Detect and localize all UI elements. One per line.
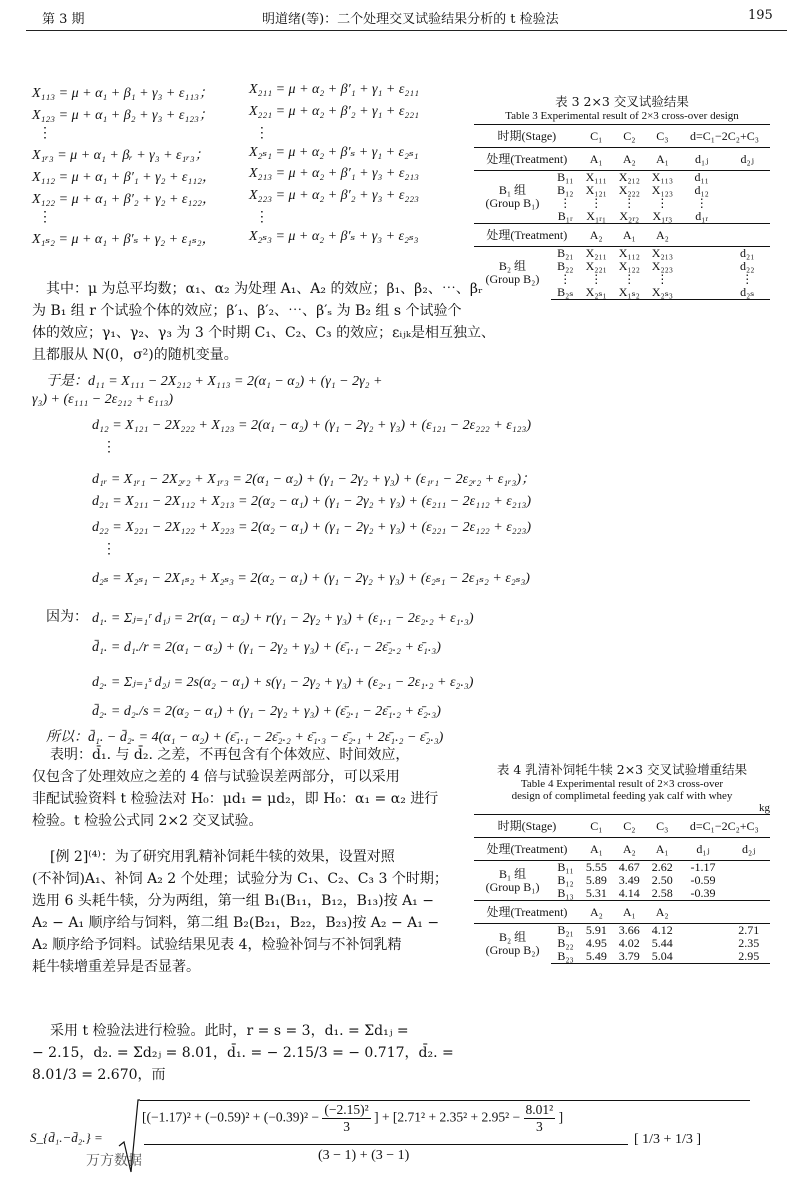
table-cell: X₁₁₃ [646, 171, 679, 185]
table-cell: ⋮ [623, 196, 636, 210]
model-equation: X₁ₛ₂ = μ + α₁ + β′ₛ + γ₂ + ε₁ₛ₂， [32, 232, 216, 247]
table-cell: 5.89 [585, 873, 607, 887]
text-line: A₂ 顺序给予饲料。试验结果见表 4，检验补饲与不补饲乳精 [32, 937, 402, 953]
table-cell: X₂₂₃ [651, 259, 673, 273]
table-cell: ⋮ [656, 196, 669, 210]
table-cell: A₂ [580, 901, 613, 924]
table-3 [474, 92, 770, 300]
table-cell: B₂ₛ [551, 286, 580, 300]
table-4-caption-en: design of complimetal feeding yak calf with whey [511, 790, 733, 802]
table-cell: B₂₃ [551, 950, 580, 964]
table-cell: ⋮ [623, 272, 636, 286]
table-row [474, 125, 770, 148]
group-label: B₂ 组 [498, 259, 527, 274]
text-line: 非配试验资料 t 检验法对 H₀：μd₁ = μd₂，即 H₀：α₁ = α₂ 进行 [32, 791, 439, 807]
table-cell [727, 887, 770, 901]
group-label: (Group B₁) [485, 879, 540, 894]
table-row [474, 815, 770, 838]
table-cell: A₂ [646, 901, 679, 924]
model-equation-row [32, 82, 462, 104]
formula-denominator: (3 − 1) + (3 − 1) [318, 1148, 410, 1163]
table-cell: A₁ [646, 838, 679, 861]
table-cell: d₁ᵣ [695, 209, 709, 223]
table-cell: -1.17 [679, 861, 728, 875]
model-equation: ⋮ [254, 125, 269, 141]
table-cell: X₁₂₁ [585, 183, 607, 197]
table-cell: C₁ [580, 125, 613, 148]
table-cell: ⋮ [559, 196, 572, 210]
group-label: (Group B₂) [485, 272, 540, 287]
text-line: 采用 t 检验法进行检验。此时，r = s = 3，d₁. = Σd₁ⱼ = [50, 1023, 409, 1039]
table-cell: d=C₁−2C₂+C₃ [679, 125, 770, 148]
table-cell [679, 273, 725, 286]
because-label: 因为： [46, 609, 88, 625]
running-title: 明道绪(等)：二个处理交叉试验结果分析的 t 检验法 [262, 12, 559, 27]
text-line: 仅包含了处理效应之差的 4 倍与试验误差两部分，可以采用 [32, 769, 400, 785]
table-cell: A₁ [580, 148, 613, 171]
table-cell [727, 861, 770, 875]
table-cell [724, 210, 770, 224]
table-cell: B₁₁ [551, 171, 580, 185]
text-line: 其中：μ 为总平均数；α₁、α₂ 为处理 A₁、A₂ 的效应；β₁、β₂、⋯、βᵣ [46, 281, 483, 297]
table-cell: B₂₂ [557, 259, 574, 273]
table-cell [679, 901, 728, 924]
example-paragraph [32, 846, 448, 978]
table-cell: 5.31 [585, 886, 607, 900]
table-cell [474, 924, 551, 964]
table-cell: X₂ₛ₁ [580, 286, 613, 300]
table-cell: 4.67 [613, 861, 646, 875]
model-equation-row [32, 104, 462, 126]
because-eq3: d₂. = Σⱼ₌₁ˢ d₂ⱼ = 2s(α₂ − α₁) + s(γ₁ − 2γ₂ + γ₃) + (ε₂.₁ − 2ε₁.₂ + ε₂.₃) [92, 675, 474, 690]
table-cell [727, 901, 770, 924]
table-cell [724, 197, 770, 210]
text-line: 8.01/3 = 2.670，而 [32, 1067, 166, 1083]
table-cell: B₁₂ [557, 183, 574, 197]
vdots: ⋮ [102, 439, 116, 455]
table-row [474, 924, 770, 938]
model-equation: X₁₁₃ = μ + α₁ + β₁ + γ₃ + ε₁₁₃； [32, 86, 213, 101]
table-cell: X₂ₛ₃ [646, 286, 679, 300]
table-cell: ⋮ [695, 196, 708, 210]
text-line: [例 2]⁽⁴⁾：为了研究用乳精补饲耗牛犊的效果，设置对照 [50, 849, 395, 865]
text-line: (不补饲)A₁、补饲 A₂ 2 个处理；试验分为 C₁、C₂、C₃ 3 个时期； [32, 871, 448, 887]
table-cell [679, 924, 728, 938]
table-row [474, 861, 770, 875]
text-line: 为 B₁ 组 r 个试验个体的效应；β′₁、β′₂、⋯、β′ₛ 为 B₂ 组 s 个试验个 [32, 303, 462, 319]
table-cell [724, 184, 770, 197]
model-equation-row [32, 126, 462, 144]
table-cell [679, 224, 725, 247]
table-cell: d₂ⱼ [724, 148, 770, 171]
table-cell: -0.59 [690, 873, 716, 887]
table-cell: 5.49 [580, 950, 613, 964]
table-cell: d₂ⱼ [727, 838, 770, 861]
table-cell: X₁₂₃ [651, 183, 673, 197]
table-4-caption-cn: 表 4 乳清补饲牦牛犊 2×3 交叉试验增重结果 [496, 762, 748, 777]
text-line: 检验。t 检验公式同 2×2 交叉试验。 [32, 813, 263, 829]
model-equation-row [32, 228, 462, 250]
table-row [474, 171, 770, 185]
table-cell: B₁₁ [551, 861, 580, 875]
group-label: B₁ 组 [498, 866, 527, 881]
table-cell: 处理(Treatment) [474, 148, 580, 171]
d-eq-line3: d₁ᵣ = X₁ᵣ₁ − 2X₂ᵣ₂ + X₁ᵣ₃ = 2(α₁ − α₂) + (γ₁ − 2γ₂ + γ₃) + (ε₁ᵣ₁ − 2ε₂ᵣ₂ + ε₁ᵣ₃)； [92, 472, 536, 487]
table-cell: C₂ [613, 125, 646, 148]
d-eq-line5: d₂₂ = X₂₂₁ − 2X₁₂₂ + X₂₂₃ = 2(α₂ − α₁) + (γ₁ − 2γ₂ + γ₃) + (ε₂₂₁ − 2ε₁₂₂ + ε₂₂₃) [92, 520, 532, 535]
table-cell: A₁ [613, 901, 646, 924]
table-cell: ⋮ [559, 272, 572, 286]
because-eq4: d̄₂. = d₂./s = 2(α₂ − α₁) + (γ₁ − 2γ₂ + γ₃) + (ε̄₂.₁ − 2ε̄₁.₂ + ε̄₂.₃) [92, 704, 441, 719]
table-3-caption-cn: 表 3 2×3 交叉试验结果 [555, 94, 689, 109]
table-cell: d₂₁ [724, 247, 770, 261]
table-cell: ⋮ [590, 196, 603, 210]
model-equation: X₂₁₁ = μ + α₂ + β′₁ + γ₁ + ε₂₁₁ [248, 82, 419, 97]
table-cell [679, 937, 728, 950]
model-equation: ⋮ [254, 209, 269, 225]
page-number: 195 [748, 8, 773, 23]
model-equation: X₂₁₃ = μ + α₂ + β′₁ + γ₃ + ε₂₁₃ [248, 166, 419, 181]
table-cell: 时期(Stage) [474, 125, 580, 148]
table-cell [679, 950, 728, 964]
d-eq-line6: d₂ₛ = X₂ₛ₁ − 2X₁ₛ₂ + X₂ₛ₃ = 2(α₂ − α₁) + (γ₁ − 2γ₂ + γ₃) + (ε₂ₛ₁ − 2ε₁ₛ₂ + ε₂ₛ₃) [92, 571, 530, 586]
text-line: A₂ − A₁ 顺序给与饲料，第二组 B₂(B₂₁，B₂₂，B₂₃)按 A₂ − A₁ − [32, 915, 440, 931]
table-4-caption-en: Table 4 Experimental result of 2×3 cross-over [520, 778, 724, 790]
table-cell: 3.66 [613, 924, 646, 938]
table-cell: B₁₃ [557, 886, 574, 900]
table-cell [727, 874, 770, 887]
table-cell: 5.55 [580, 861, 613, 875]
table-row [474, 838, 770, 861]
table-cell: X₁ᵣ₃ [652, 209, 673, 223]
table-cell: C₃ [646, 815, 679, 838]
table-cell: B₂₁ [551, 247, 580, 261]
table-cell [724, 224, 770, 247]
header-rule [26, 30, 787, 31]
table-cell: X₂₁₂ [613, 171, 646, 185]
table-cell: X₁₁₂ [613, 247, 646, 261]
table-cell: X₂₂₁ [585, 259, 607, 273]
table-4 [474, 760, 770, 964]
formula-numerator: [(−1.17)² + (−0.59)² + (−0.39)² − $\frac{\text{(−2.15)²}}{3}$ ] + [2.71² + 2.35² + 2.95² − $\frac{\text{8.01²}}{3}$ ] [142, 1102, 564, 1134]
table-row [474, 224, 770, 247]
d-eq-line2: d₁₂ = X₁₂₁ − 2X₂₂₂ + X₁₂₃ = 2(α₁ − α₂) + (γ₁ − 2γ₂ + γ₃) + (ε₁₂₁ − 2ε₂₂₂ + ε₁₂₃) [92, 418, 532, 433]
group-label: B₁ 组 [498, 183, 527, 197]
table-cell: A₂ [646, 224, 679, 247]
table-cell: 时期(Stage) [474, 815, 580, 838]
table-cell: B₂₂ [557, 936, 574, 950]
therefore-eq: 所以：d̄₁. − d̄₂. = 4(α₁ − α₂) + (ε̄₁.₁ − 2ε̄₂.₂ + ε̄₁.₃ − ε̄₂.₁ + 2ε̄₁.₂ − ε̄₂.₃) [46, 730, 444, 745]
table-cell: C₃ [646, 125, 679, 148]
model-equation-row [32, 166, 462, 188]
table-cell: 处理(Treatment) [474, 838, 580, 861]
text-line: 且都服从 N(0，σ²)的随机变量。 [32, 347, 238, 363]
conclusion-paragraph [32, 744, 438, 832]
table-cell: 4.95 [585, 936, 607, 950]
fraction-bar [144, 1144, 628, 1145]
model-equation: X₁₁₂ = μ + α₁ + β′₁ + γ₂ + ε₁₁₂， [32, 170, 217, 185]
text-line: 选用 6 头耗牛犊，分为两组，第一组 B₁(B₁₁，B₁₂，B₁₃)按 A₁ − [32, 893, 434, 909]
table-cell: d₂ₛ [724, 286, 770, 300]
model-equation: X₂₂₃ = μ + α₂ + β′₂ + γ₃ + ε₂₂₃ [248, 188, 419, 203]
table-cell: 处理(Treatment) [474, 901, 580, 924]
table-cell: d₁₂ [694, 183, 709, 197]
group-label: (Group B₁) [485, 196, 540, 210]
group-label: (Group B₂) [485, 942, 540, 957]
table-cell: ⋮ [656, 272, 669, 286]
model-equation: X₂ₛ₃ = μ + α₂ + β′ₛ + γ₃ + ε₂ₛ₃ [248, 229, 419, 244]
formula-tail: [ 1/3 + 1/3 ] [634, 1132, 701, 1147]
table-row [474, 148, 770, 171]
table-cell: A₂ [613, 838, 646, 861]
model-equations [32, 82, 462, 250]
table-cell: d₁ⱼ [679, 838, 728, 861]
d-eq-line4: d₂₁ = X₂₁₁ − 2X₁₁₂ + X₂₁₃ = 2(α₂ − α₁) + (γ₁ − 2γ₂ + γ₃) + (ε₂₁₁ − 2ε₁₁₂ + ε₂₁₃) [92, 494, 532, 509]
table-cell: X₁₂₂ [618, 259, 640, 273]
text-line: 体的效应；γ₁、γ₂、γ₃ 为 3 个时期 C₁、C₂、C₃ 的效应；εᵢⱼₖ是相互独立、 [32, 325, 495, 341]
table-cell [679, 286, 725, 300]
table-cell: A₂ [580, 224, 613, 247]
table-cell: d₁₁ [679, 171, 725, 185]
table-cell: X₂₂₂ [618, 183, 640, 197]
model-equation: X₂ₛ₁ = μ + α₂ + β′ₛ + γ₁ + ε₂ₛ₁ [248, 145, 419, 160]
table-cell: X₁ₛ₂ [613, 286, 646, 300]
table-cell: B₁ᵣ [557, 209, 573, 223]
model-equation-row [32, 188, 462, 210]
model-equation: X₂₂₁ = μ + α₂ + β′₂ + γ₁ + ε₂₂₁ [248, 104, 419, 119]
table-cell: 2.62 [646, 861, 679, 875]
table-cell: d₂₂ [740, 259, 755, 273]
model-equation: ⋮ [38, 209, 52, 225]
table-cell: 4.14 [618, 886, 640, 900]
model-equation-row [32, 210, 462, 228]
table-cell: d=C₁−2C₂+C₃ [679, 815, 770, 838]
table-cell: ⋮ [590, 272, 603, 286]
table-row [474, 901, 770, 924]
table-cell [679, 260, 725, 273]
d-eq-line1b: γ₃) + (ε₁₁₁ − 2ε₂₁₂ + ε₁₁₃) [32, 392, 174, 407]
text-line: 耗牛犊增重差异是否显著。 [32, 959, 200, 975]
issue-number: 第 3 期 [42, 12, 85, 27]
model-equation: ⋮ [38, 125, 52, 141]
table-cell: 2.50 [651, 873, 673, 887]
table-cell: ⋮ [741, 272, 754, 286]
table-3-caption-en: Table 3 Experimental result of 2×3 cross-over design [505, 110, 739, 122]
calculation-paragraph [32, 1020, 454, 1086]
table-cell [474, 171, 551, 224]
definition-paragraph [32, 278, 495, 366]
table-cell: A₁ [613, 224, 646, 247]
group-label: B₂ 组 [498, 929, 527, 944]
table-cell: 2.35 [738, 936, 760, 950]
final-formula-lhs: S_{d̄₁.−d̄₂.} = [30, 1130, 103, 1145]
because-eq2: d̄₁. = d₁./r = 2(α₁ − α₂) + (γ₁ − 2γ₂ + γ₃) + (ε̄₁.₁ − 2ε̄₂.₂ + ε̄₁.₃) [92, 640, 441, 655]
table-cell: 3.49 [618, 873, 640, 887]
table-cell: A₂ [613, 148, 646, 171]
model-equation: X₁ᵣ₃ = μ + α₁ + βᵣ + γ₃ + ε₁ᵣ₃； [32, 148, 209, 163]
table-4-unit: kg [759, 802, 770, 814]
table-cell: 处理(Treatment) [474, 224, 580, 247]
table-cell: 4.02 [618, 936, 640, 950]
table-cell: X₂ᵣ₂ [619, 209, 640, 223]
table-cell: 2.58 [651, 886, 673, 900]
table-cell: C₂ [613, 815, 646, 838]
table-cell: X₁₁₁ [580, 171, 613, 185]
watermark: 万方数据 [86, 1153, 142, 1169]
table-cell: d₁ⱼ [679, 148, 725, 171]
table-cell: 2.95 [727, 950, 770, 964]
vdots: ⋮ [102, 541, 116, 557]
table-cell [474, 861, 551, 901]
table-cell [724, 171, 770, 185]
table-cell: 5.44 [651, 936, 673, 950]
text-line: − 2.15，d₂. = Σd₂ⱼ = 8.01，d̄₁. = − 2.15/3 = − 0.717，d̄₂. = [32, 1045, 454, 1061]
table-cell [679, 247, 725, 261]
text-line: 表明：d̄₁. 与 d̄₂. 之差，不再包含有个体效应、时间效应， [50, 747, 410, 763]
table-cell: B₁₂ [557, 873, 574, 887]
model-equation: X₁₂₃ = μ + α₁ + β₂ + γ₃ + ε₁₂₃； [32, 108, 213, 123]
model-equation-row [32, 144, 462, 166]
table-cell: X₂₁₃ [646, 247, 679, 261]
table-cell: 5.04 [646, 950, 679, 964]
table-cell [474, 247, 551, 300]
model-equation: X₁₂₂ = μ + α₁ + β′₂ + γ₂ + ε₁₂₂， [32, 192, 217, 207]
table-cell: A₁ [646, 148, 679, 171]
table-cell: B₂₁ [551, 924, 580, 938]
table-cell: X₁ᵣ₁ [586, 209, 607, 223]
d-eq-line1a: 于是：d₁₁ = X₁₁₁ − 2X₂₁₂ + X₁₁₃ = 2(α₁ − α₂) + (γ₁ − 2γ₂ + [46, 374, 383, 389]
table-cell: 4.12 [646, 924, 679, 938]
table-cell: X₂₁₁ [580, 247, 613, 261]
table-cell: C₁ [580, 815, 613, 838]
because-eq1: d₁. = Σⱼ₌₁ʳ d₁ⱼ = 2r(α₁ − α₂) + r(γ₁ − 2γ₂ + γ₃) + (ε₁.₁ − 2ε₂.₂ + ε₁.₃) [92, 611, 474, 626]
table-cell: A₁ [580, 838, 613, 861]
table-cell: 3.79 [613, 950, 646, 964]
table-cell: 5.91 [580, 924, 613, 938]
table-cell: -0.39 [690, 886, 716, 900]
table-cell: 2.71 [727, 924, 770, 938]
table-row [474, 247, 770, 261]
